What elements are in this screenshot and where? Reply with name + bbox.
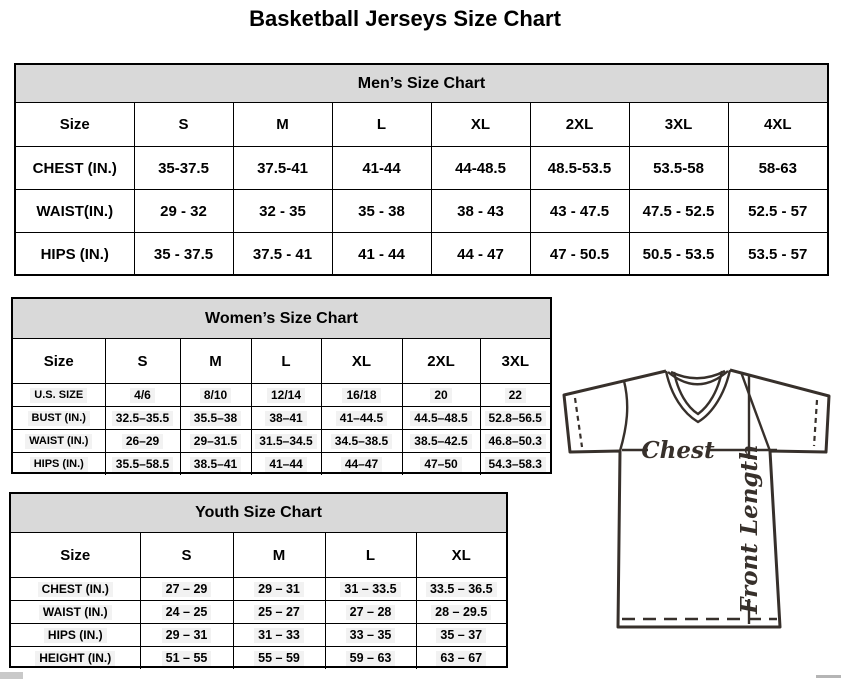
row-label-text: HIPS (IN.) <box>40 245 109 263</box>
measurement-cell <box>431 147 530 190</box>
measurement-row <box>13 430 550 453</box>
measurement-value: 47 - 50.5 <box>549 245 610 263</box>
measurement-value: 48.5-53.5 <box>547 159 612 177</box>
measurement-value: 53.5 - 57 <box>748 245 808 263</box>
measurement-value: 46.8–50.3 <box>485 434 546 449</box>
mens-chart-title: Men’s Size Chart <box>16 65 827 103</box>
size-column-header: XL <box>416 533 506 578</box>
measurement-cell <box>233 647 325 670</box>
measurement-row-label <box>13 384 105 407</box>
size-column-header: 2XL <box>402 339 480 384</box>
row-label-text: WAIST(IN.) <box>36 202 114 220</box>
mens-size-table <box>16 103 827 275</box>
measurement-cell <box>402 453 480 476</box>
measurement-value: 37.5 - 41 <box>252 245 313 263</box>
scrollbar-artifact-right <box>816 675 841 678</box>
size-header-cell: Size <box>13 339 105 384</box>
size-column-header: S <box>140 533 233 578</box>
measurement-cell <box>629 233 728 276</box>
size-header-row <box>13 339 550 384</box>
measurement-value: 44.5–48.5 <box>410 411 471 426</box>
measurement-value: 47.5 - 52.5 <box>642 202 715 220</box>
size-column-header: XL <box>321 339 402 384</box>
measurement-value: 4/6 <box>130 388 155 403</box>
measurement-value: 52.5 - 57 <box>748 202 808 220</box>
measurement-value: 26–29 <box>122 434 163 449</box>
measurement-value: 35-37.5 <box>158 159 209 177</box>
size-column-header: S <box>105 339 180 384</box>
measurement-cell <box>728 147 827 190</box>
measurement-row-label <box>16 233 134 276</box>
measurement-cell <box>431 233 530 276</box>
measurement-cell <box>530 190 629 233</box>
measurement-row-label <box>16 147 134 190</box>
measurement-value: 55 – 59 <box>254 651 304 666</box>
measurement-cell <box>140 624 233 647</box>
measurement-cell <box>180 430 251 453</box>
page-title: Basketball Jerseys Size Chart <box>249 6 561 31</box>
measurement-cell <box>321 407 402 430</box>
youth-size-table <box>11 533 506 669</box>
measurement-cell <box>233 190 332 233</box>
measurement-value: 44–47 <box>341 457 382 472</box>
row-label-text: WAIST (IN.) <box>25 434 92 449</box>
measurement-cell <box>530 147 629 190</box>
measurement-cell <box>140 601 233 624</box>
measurement-value: 41–44.5 <box>336 411 387 426</box>
measurement-value: 41 - 44 <box>358 245 405 263</box>
measurement-row <box>13 453 550 476</box>
measurement-cell <box>233 601 325 624</box>
measurement-value: 34.5–38.5 <box>331 434 392 449</box>
measurement-cell <box>480 384 550 407</box>
size-header-row <box>16 103 827 147</box>
measurement-value: 16/18 <box>342 388 380 403</box>
measurement-value: 52.8–56.5 <box>485 411 546 426</box>
measurement-cell <box>321 430 402 453</box>
measurement-row-label <box>16 190 134 233</box>
measurement-value: 41-44 <box>362 159 401 177</box>
measurement-row-label <box>11 647 140 670</box>
measurement-row <box>11 578 506 601</box>
chest-label: Chest <box>641 437 715 464</box>
measurement-cell <box>233 578 325 601</box>
measurement-value: 32.5–35.5 <box>112 411 173 426</box>
measurement-value: 47–50 <box>420 457 461 472</box>
measurement-cell <box>728 190 827 233</box>
measurement-cell <box>325 647 416 670</box>
measurement-value: 35 - 37.5 <box>153 245 214 263</box>
measurement-row <box>11 647 506 670</box>
measurement-value: 29 - 32 <box>160 202 207 220</box>
measurement-value: 63 – 67 <box>436 651 486 666</box>
measurement-cell <box>233 624 325 647</box>
size-column-header: 4XL <box>728 103 827 147</box>
scrollbar-artifact-left <box>0 672 23 679</box>
measurement-cell <box>134 147 233 190</box>
measurement-row-label <box>13 430 105 453</box>
measurement-value: 38.5–41 <box>190 457 241 472</box>
measurement-cell <box>251 453 321 476</box>
measurement-row-label <box>11 624 140 647</box>
measurement-value: 50.5 - 53.5 <box>642 245 715 263</box>
measurement-cell <box>402 407 480 430</box>
measurement-cell <box>480 453 550 476</box>
row-label-text: CHEST (IN.) <box>32 159 117 177</box>
measurement-value: 35.5–58.5 <box>112 457 173 472</box>
size-column-header: XL <box>431 103 530 147</box>
measurement-value: 35 - 38 <box>358 202 405 220</box>
measurement-value: 32 - 35 <box>259 202 306 220</box>
measurement-cell <box>332 190 431 233</box>
measurement-cell <box>140 578 233 601</box>
front-length-label: Front Length <box>736 444 763 614</box>
measurement-value: 35.5–38 <box>190 411 241 426</box>
measurement-cell <box>180 407 251 430</box>
left-cuff-stitch-line <box>575 398 582 447</box>
jersey-measurement-diagram <box>545 355 843 645</box>
measurement-value: 41–44 <box>265 457 306 472</box>
measurement-cell <box>105 430 180 453</box>
row-label-text: BUST (IN.) <box>28 411 90 426</box>
measurement-value: 27 – 29 <box>162 582 212 597</box>
measurement-row-label <box>11 578 140 601</box>
size-column-header: L <box>332 103 431 147</box>
measurement-cell <box>530 233 629 276</box>
measurement-cell <box>105 453 180 476</box>
measurement-cell <box>402 384 480 407</box>
measurement-row-label <box>11 601 140 624</box>
measurement-value: 25 – 27 <box>254 605 304 620</box>
size-header-cell: Size <box>11 533 140 578</box>
measurement-value: 44-48.5 <box>455 159 506 177</box>
youth-size-chart <box>9 492 508 668</box>
measurement-value: 43 - 47.5 <box>549 202 610 220</box>
measurement-value: 28 – 29.5 <box>431 605 491 620</box>
right-cuff-stitch-line <box>814 400 817 446</box>
size-header-row <box>11 533 506 578</box>
measurement-cell <box>431 190 530 233</box>
measurement-value: 38 - 43 <box>457 202 504 220</box>
measurement-value: 58-63 <box>758 159 797 177</box>
measurement-cell <box>416 647 506 670</box>
measurement-cell <box>728 233 827 276</box>
size-column-header: L <box>251 339 321 384</box>
measurement-row <box>13 384 550 407</box>
size-column-header: 3XL <box>480 339 550 384</box>
measurement-cell <box>105 407 180 430</box>
measurement-value: 29 – 31 <box>162 628 212 643</box>
womens-chart-title: Women’s Size Chart <box>13 299 550 339</box>
measurement-value: 20 <box>430 388 451 403</box>
measurement-value: 51 – 55 <box>162 651 212 666</box>
left-armhole-seam <box>620 381 627 451</box>
jersey-outline <box>564 370 829 627</box>
size-header-cell: Size <box>16 103 134 147</box>
measurement-cell <box>325 601 416 624</box>
measurement-value: 37.5-41 <box>257 159 308 177</box>
measurement-value: 12/14 <box>267 388 305 403</box>
womens-size-chart <box>11 297 552 474</box>
measurement-value: 29–31.5 <box>190 434 241 449</box>
measurement-value: 35 – 37 <box>436 628 486 643</box>
measurement-cell <box>105 384 180 407</box>
mens-size-chart <box>14 63 829 276</box>
measurement-cell <box>180 453 251 476</box>
measurement-cell <box>480 430 550 453</box>
measurement-value: 38.5–42.5 <box>410 434 471 449</box>
measurement-cell <box>134 233 233 276</box>
measurement-value: 38–41 <box>265 411 306 426</box>
measurement-cell <box>416 624 506 647</box>
measurement-cell <box>629 190 728 233</box>
measurement-row <box>16 147 827 190</box>
right-armhole-seam <box>741 372 770 451</box>
measurement-cell <box>325 578 416 601</box>
row-label-text: HIPS (IN.) <box>30 457 88 472</box>
row-label-text: CHEST (IN.) <box>38 582 113 597</box>
measurement-value: 31.5–34.5 <box>255 434 316 449</box>
row-label-text: WAIST (IN.) <box>39 605 112 620</box>
measurement-value: 31 – 33.5 <box>340 582 400 597</box>
size-column-header: 3XL <box>629 103 728 147</box>
measurement-value: 54.3–58.3 <box>485 457 546 472</box>
measurement-row <box>11 601 506 624</box>
measurement-cell <box>629 147 728 190</box>
size-column-header: S <box>134 103 233 147</box>
measurement-cell <box>416 578 506 601</box>
measurement-cell <box>321 384 402 407</box>
measurement-cell <box>134 190 233 233</box>
row-label-text: U.S. SIZE <box>30 388 87 403</box>
measurement-value: 22 <box>505 388 526 403</box>
measurement-value: 8/10 <box>200 388 231 403</box>
measurement-cell <box>321 453 402 476</box>
measurement-cell <box>233 147 332 190</box>
measurement-cell <box>416 601 506 624</box>
measurement-value: 31 – 33 <box>254 628 304 643</box>
measurement-cell <box>140 647 233 670</box>
measurement-value: 33 – 35 <box>346 628 396 643</box>
measurement-row <box>13 407 550 430</box>
measurement-cell <box>251 384 321 407</box>
measurement-row <box>16 233 827 276</box>
measurement-value: 53.5-58 <box>653 159 704 177</box>
collar-back-arc-shallow <box>671 371 725 378</box>
measurement-cell <box>251 407 321 430</box>
measurement-row-label <box>13 453 105 476</box>
size-column-header: 2XL <box>530 103 629 147</box>
youth-chart-title: Youth Size Chart <box>11 494 506 533</box>
measurement-value: 44 - 47 <box>457 245 504 263</box>
measurement-value: 27 – 28 <box>346 605 396 620</box>
measurement-cell <box>180 384 251 407</box>
measurement-value: 59 – 63 <box>346 651 396 666</box>
size-column-header: M <box>180 339 251 384</box>
measurement-cell <box>480 407 550 430</box>
size-column-header: M <box>233 103 332 147</box>
measurement-row-label <box>13 407 105 430</box>
measurement-cell <box>332 233 431 276</box>
size-column-header: L <box>325 533 416 578</box>
measurement-value: 24 – 25 <box>162 605 212 620</box>
measurement-row <box>16 190 827 233</box>
womens-size-table <box>13 339 550 475</box>
row-label-text: HEIGHT (IN.) <box>35 651 115 666</box>
measurement-row <box>11 624 506 647</box>
measurement-cell <box>332 147 431 190</box>
measurement-cell <box>251 430 321 453</box>
measurement-cell <box>325 624 416 647</box>
row-label-text: HIPS (IN.) <box>44 628 107 643</box>
size-column-header: M <box>233 533 325 578</box>
measurement-cell <box>402 430 480 453</box>
measurement-value: 29 – 31 <box>254 582 304 597</box>
measurement-value: 33.5 – 36.5 <box>426 582 497 597</box>
measurement-cell <box>233 233 332 276</box>
